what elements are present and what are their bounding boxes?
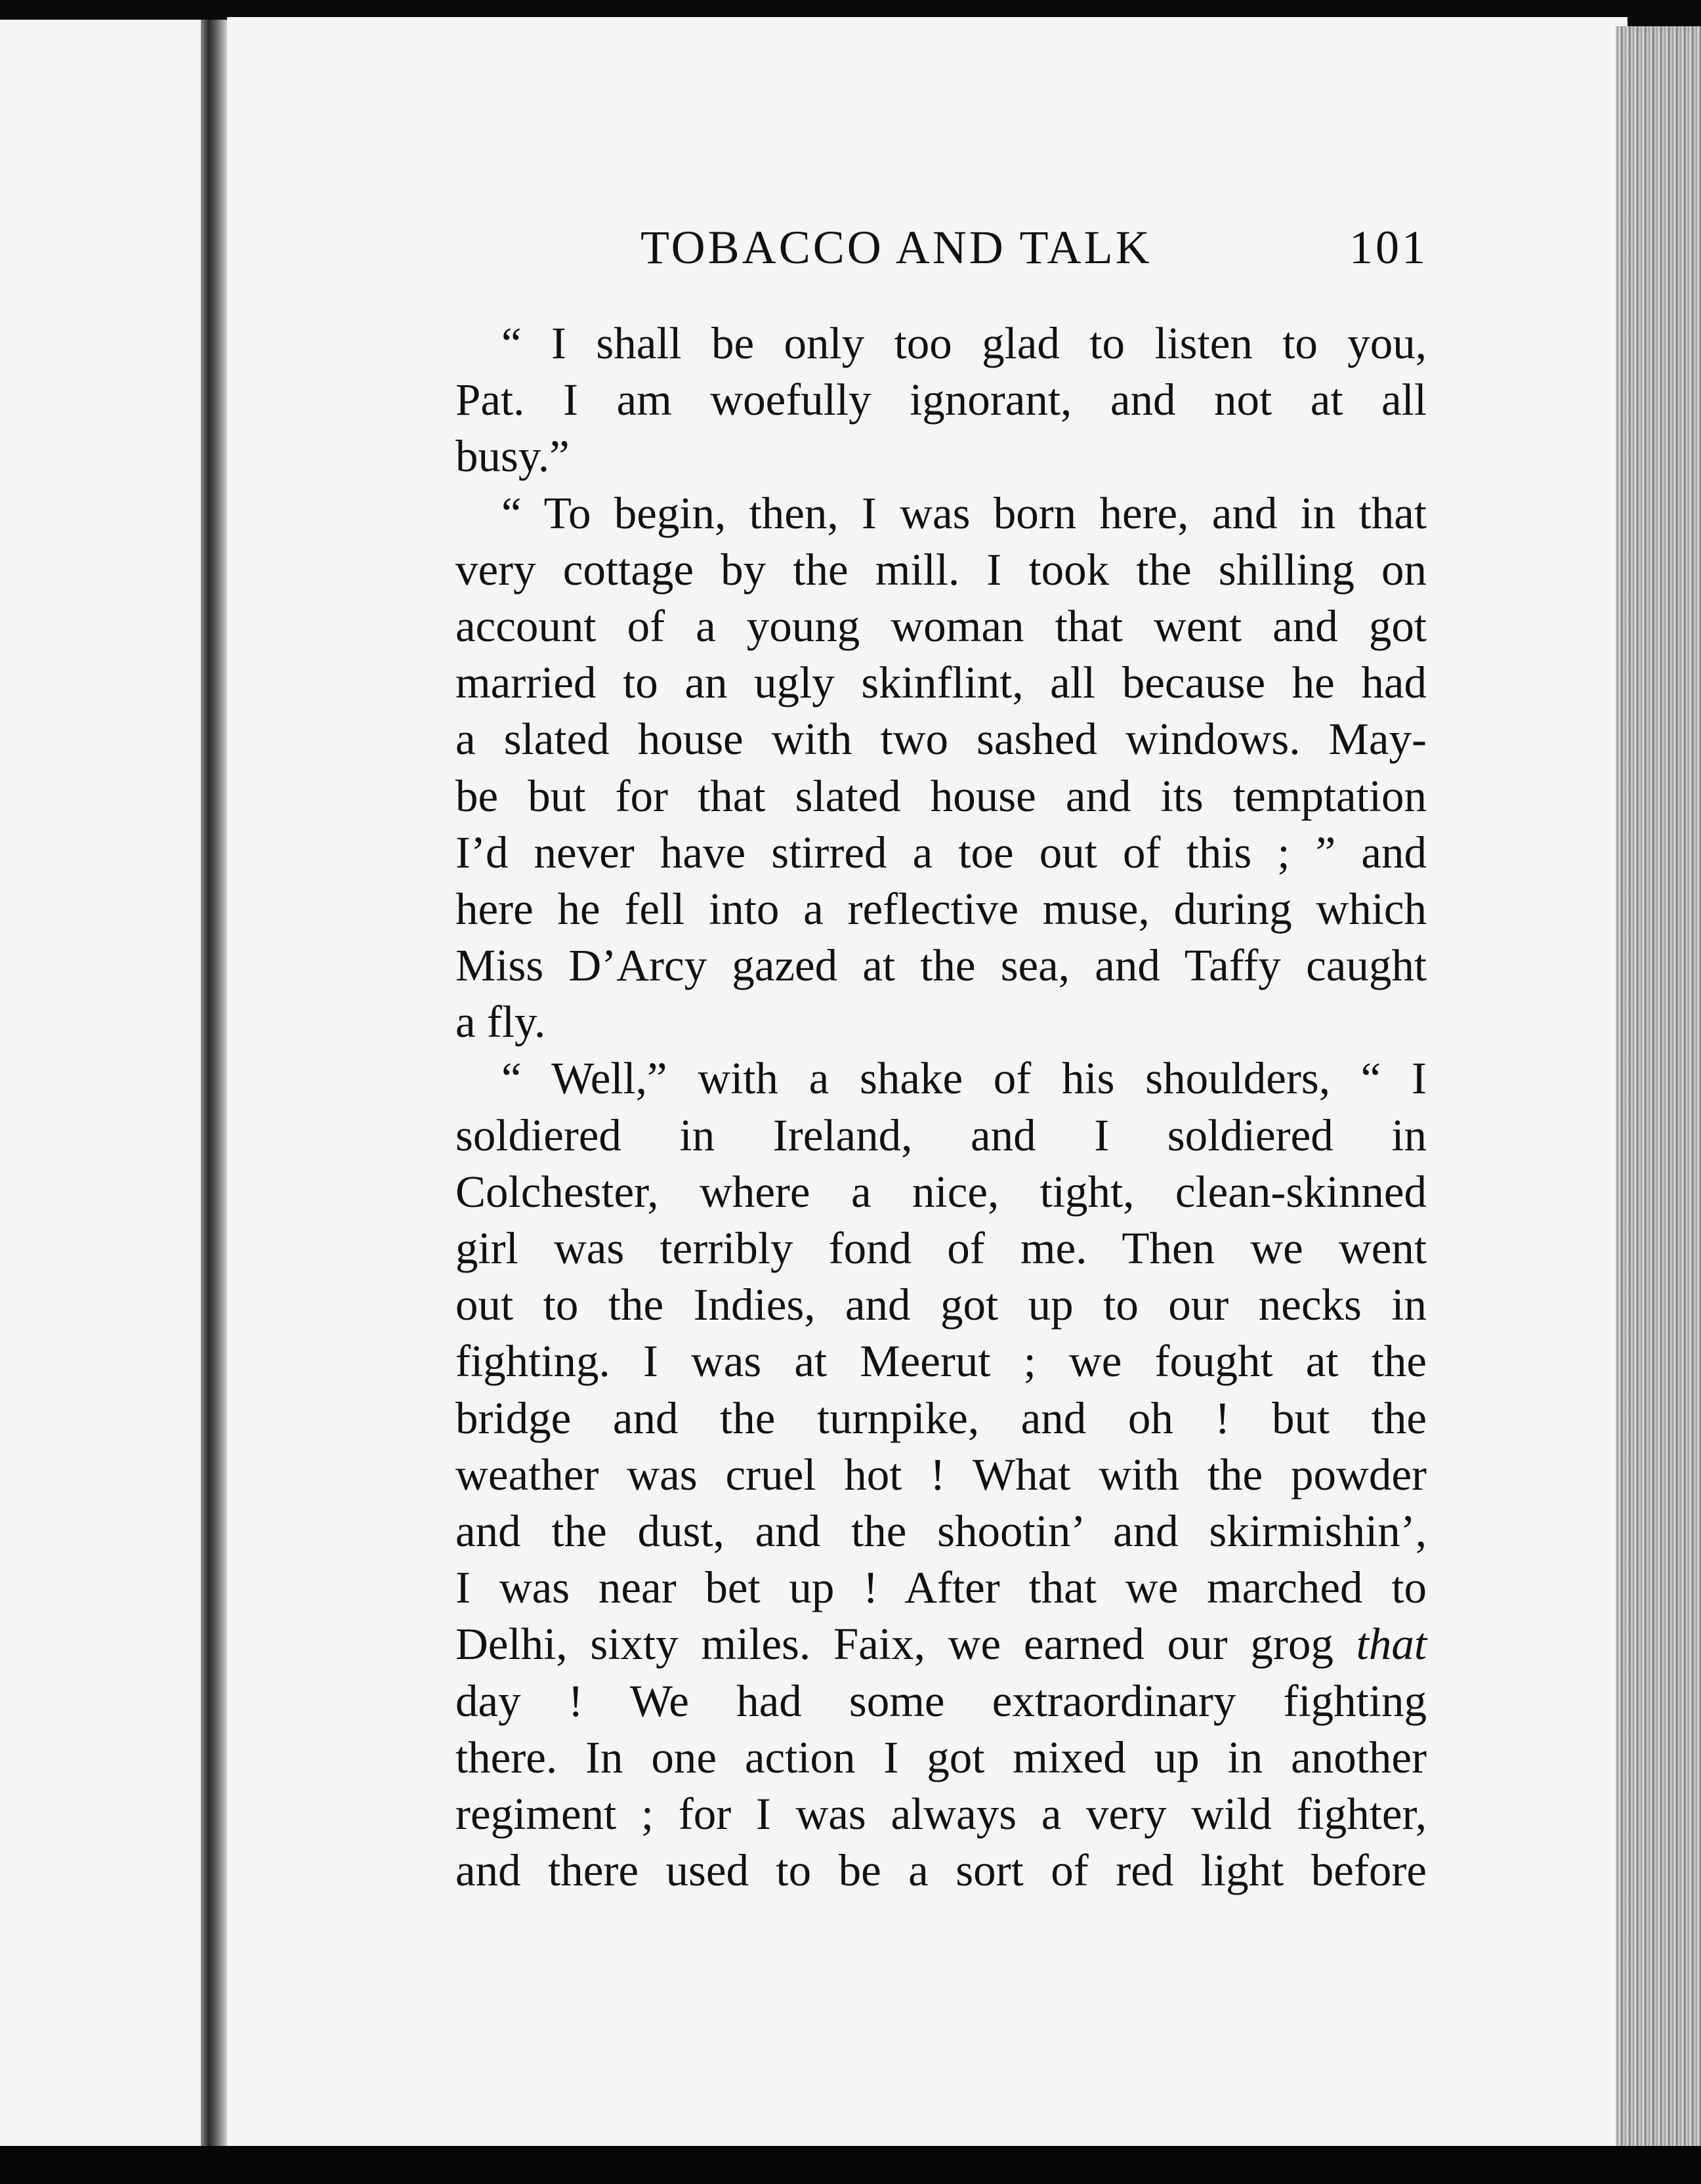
text-line: and there used to be a sort of red light before [455,1845,1427,1896]
page-fore-edge [1616,26,1701,2159]
italic-emphasis: that [1356,1619,1427,1670]
line-text: Delhi, sixty miles. Faix, we earned our grog [455,1619,1334,1670]
text-line: “ Well,” with a shake of his shoulders, “ I [501,1053,1427,1104]
body-text [455,315,1427,1899]
text-line: soldiered in Ireland, and I soldiered in [455,1110,1427,1160]
text-line: I was near bet up ! After that we marched to [455,1563,1427,1613]
text-line: very cottage by the mill. I took the shilling on [455,544,1427,595]
text-line: a slated house with two sashed windows. May- [455,714,1427,765]
text-line: out to the Indies, and got up to our necks in [455,1280,1427,1330]
text-line: “ To begin, then, I was born here, and in that [501,488,1427,538]
text-line: there. In one action I got mixed up in another [455,1732,1427,1782]
text-line-with-italic [455,1616,1427,1672]
page-header [640,220,1428,280]
text-line: fighting. I was at Meerut ; we fought at the [455,1336,1427,1387]
text-line: account of a young woman that went and got [455,600,1427,651]
book-gutter [201,20,227,2159]
text-line: busy.” [455,431,570,482]
text-line: “ I shall be only too glad to listen to you, [501,318,1427,368]
text-line: bridge and the turnpike, and oh ! but the [455,1393,1427,1443]
text-line: weather was cruel hot ! What with the powder [455,1449,1427,1500]
text-line: be but for that slated house and its temptation [455,770,1427,821]
text-line: day ! We had some extraordinary fighting [455,1675,1427,1726]
text-line: Miss D’Arcy gazed at the sea, and Taffy caught [455,940,1427,991]
text-line: girl was terribly fond of me. Then we went [455,1223,1427,1273]
text-line: Pat. I am woefully ignorant, and not at all [455,375,1427,425]
text-line: here he fell into a reflective muse, during which [455,883,1427,934]
running-title: TOBACCO AND TALK [640,221,1152,274]
text-line: Colchester, where a nice, tight, clean-skinned [455,1166,1427,1217]
scan-bottom-border [0,2146,1701,2184]
text-line: I’d never have stirred a toe out of this ; ” and [455,827,1427,877]
text-line: married to an ugly skinflint, all because he had [455,658,1427,708]
text-line: and the dust, and the shootin’ and skirmishin’, [455,1505,1427,1556]
text-line: regiment ; for I was always a very wild fighter, [455,1788,1427,1839]
text-line: a fly. [455,997,546,1047]
left-page-edge [0,20,209,2159]
page-number: 101 [1349,221,1428,274]
